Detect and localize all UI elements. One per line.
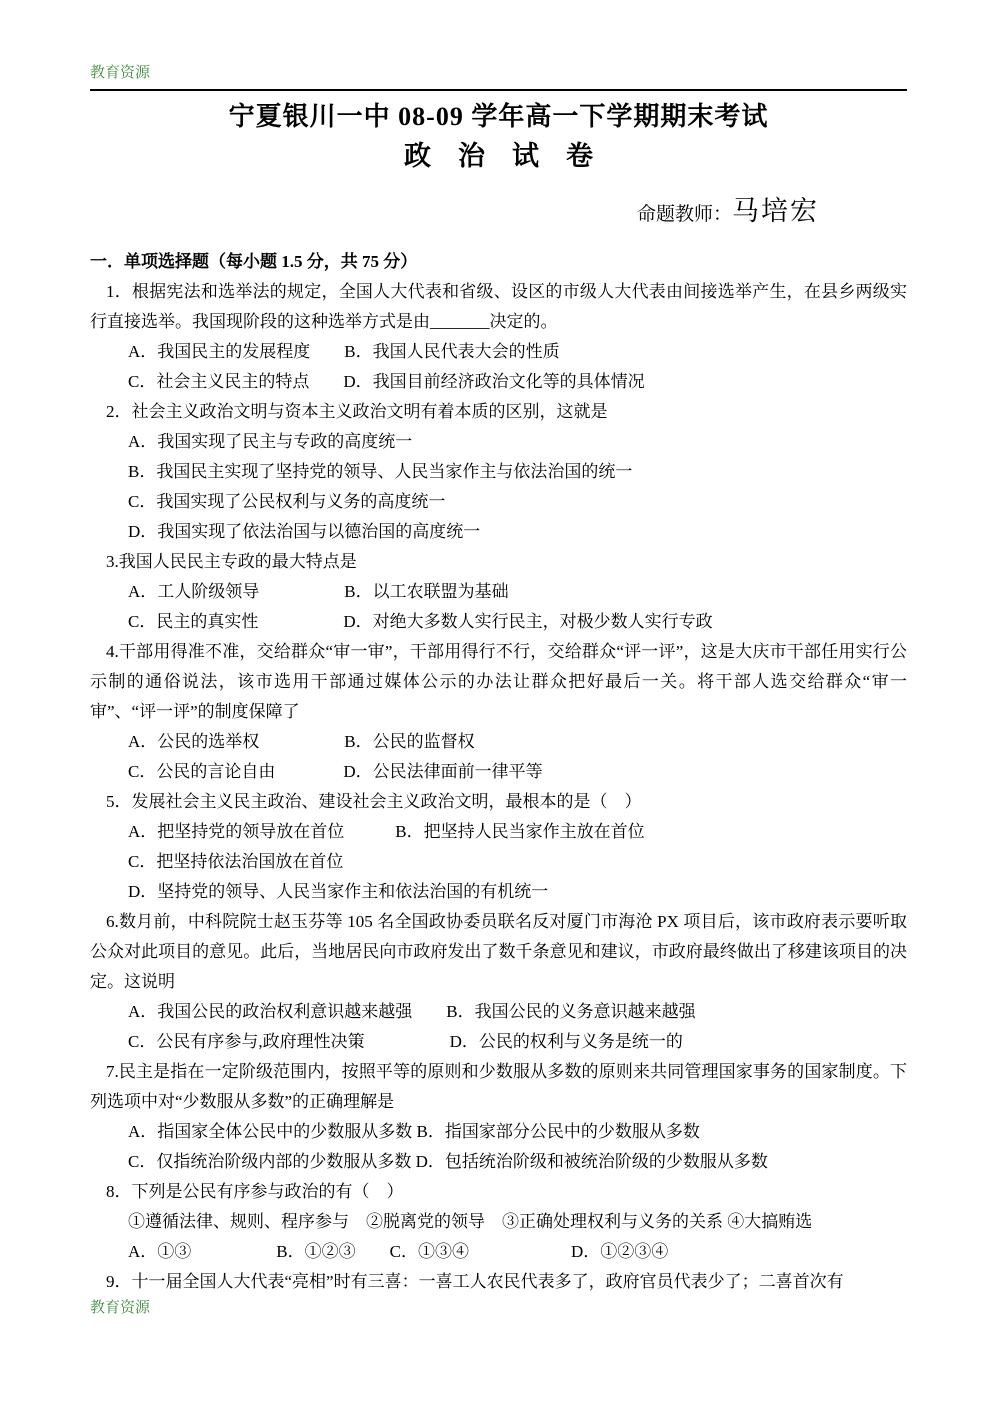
question-option-line: D．坚持党的领导、人民当家作主和依法治国的有机统一 — [128, 882, 549, 901]
question-stem: 4.干部用得准不准，交给群众“审一审”，干部用得行不行，交给群众“评一评”，这是大庆市干部任用实行公示制的通俗说法，该市选用干部通过媒体公示的办法让群众把好最后一关。将干部人选交给群众“审一审”、“评一评”的制度保障了 — [90, 642, 907, 721]
questions-list — [90, 277, 907, 1297]
question-stem: 2．社会主义政治文明与资本主义政治文明有着本质的区别，这就是 — [106, 402, 608, 421]
question-option-line: A．工人阶级领导 B．以工农联盟为基础 — [128, 582, 509, 601]
question-option-line: C．公民有序参与,政府理性决策 D．公民的权利与义务是统一的 — [128, 1032, 683, 1051]
setter-label: 命题教师： — [636, 204, 732, 225]
exam-title: 宁夏银川一中 08-09 学年高一下学期期末考试 — [228, 102, 769, 131]
question-option-line: ①遵循法律、规则、程序参与 ②脱离党的领导 ③正确处理权利与义务的关系 ④大搞贿选 — [128, 1212, 813, 1231]
question-option-line: A．我国公民的政治权利意识越来越强 B．我国公民的义务意识越来越强 — [128, 1002, 696, 1021]
watermark-bottom: 教育资源 — [90, 1299, 151, 1316]
question-option-line: C．社会主义民主的特点 D．我国目前经济政治文化等的具体情况 — [128, 372, 645, 391]
question-option-line: C．公民的言论自由 D．公民法律面前一律平等 — [128, 762, 543, 781]
question-option-line: A．公民的选举权 B．公民的监督权 — [128, 732, 475, 751]
question-stem: 5．发展社会主义民主政治、建设社会主义政治文明，最根本的是（ ） — [106, 792, 642, 811]
question-stem: 9．十一届全国人大代表“亮相”时有三喜：一喜工人农民代表多了，政府官员代表少了；二喜首次有 — [106, 1272, 844, 1291]
question-option-line: C．我国实现了公民权利与义务的高度统一 — [128, 492, 446, 511]
question-stem: 3.我国人民民主专政的最大特点是 — [106, 552, 357, 571]
exam-subtitle: 政 治 试 卷 — [404, 141, 593, 171]
question-stem: 1．根据宪法和选举法的规定，全国人大代表和省级、设区的市级人大代表由间接选举产生，在县乡两级实行直接选举。我国现阶段的这种选举方式是由_______决定的。 — [90, 282, 907, 331]
question-option-line: A．指国家全体公民中的少数服从多数 B．指国家部分公民中的少数服从多数 — [128, 1122, 700, 1141]
question-option-line: C．把坚持依法治国放在首位 — [128, 852, 344, 871]
header-divider — [90, 89, 907, 91]
question-stem: 8．下列是公民有序参与政治的有（ ） — [106, 1182, 404, 1201]
question-stem: 6.数月前，中科院院士赵玉芬等 105 名全国政协委员联名反对厦门市海沧 PX 项目后，该市政府表示要听取公众对此项目的意见。此后，当地居民向市政府发出了数千条意见和建议，市政府最终做出了移建该项目的决定。这说明 — [90, 912, 907, 991]
question-option-line: A．我国民主的发展程度 B．我国人民代表大会的性质 — [128, 342, 560, 361]
section-heading: 一．单项选择题（每小题 1.5 分，共 75 分） — [90, 252, 418, 271]
setter-line — [90, 191, 907, 235]
question-option-line: A．①③ B．①②③ C．①③④ D．①②③④ — [128, 1242, 669, 1261]
question-option-line: A．把坚持党的领导放在首位 B．把坚持人民当家作主放在首位 — [128, 822, 645, 841]
question-stem: 7.民主是指在一定阶级范围内，按照平等的原则和少数服从多数的原则来共同管理国家事务的国家制度。下列选项中对“少数服从多数”的正确理解是 — [90, 1062, 907, 1111]
setter-name: 马培宏 — [732, 196, 819, 226]
watermark-top: 教育资源 — [90, 64, 151, 81]
question-option-line: D．我国实现了依法治国与以德治国的高度统一 — [128, 522, 481, 541]
question-option-line: C．民主的真实性 D．对绝大多数人实行民主，对极少数人实行专政 — [128, 612, 713, 631]
question-option-line: A．我国实现了民主与专政的高度统一 — [128, 432, 413, 451]
question-option-line: B．我国民主实现了坚持党的领导、人民当家作主与依法治国的统一 — [128, 462, 633, 481]
question-option-line: C．仅指统治阶级内部的少数服从多数 D．包括统治阶级和被统治阶级的少数服从多数 — [128, 1152, 768, 1171]
